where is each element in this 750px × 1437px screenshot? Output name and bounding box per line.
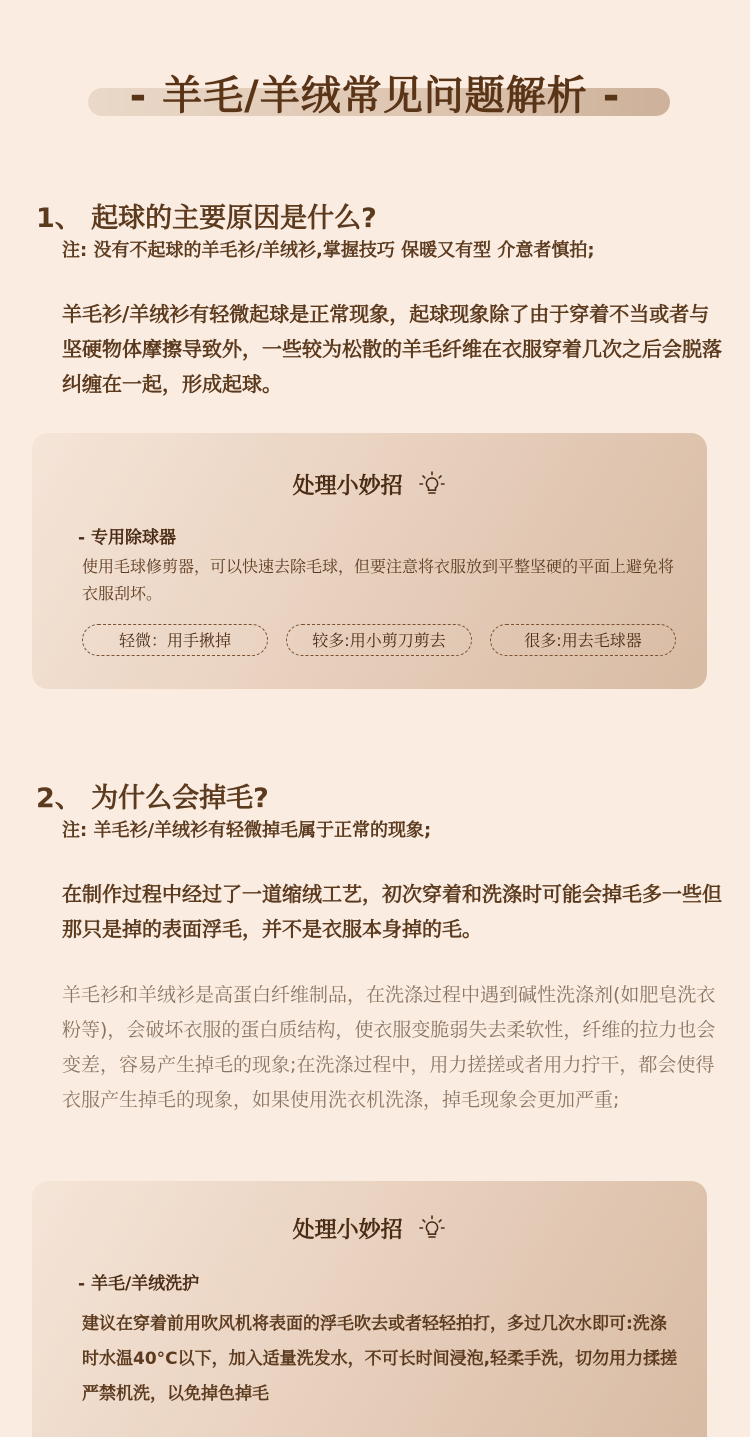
question-1-note: 注: 没有不起球的羊毛衫/羊绒衫,掌握技巧 保暖又有型 介意者慎拍; (62, 240, 595, 261)
question-2-paragraph-1: 在制作过程中经过了一道缩绒工艺，初次穿着和洗涤时可能会掉毛多一些但那只是掉的表面浮毛，并不是衣服本身掉的毛。 (62, 882, 722, 941)
lightbulb-icon (418, 470, 446, 504)
tip-card-1-title: 处理小妙招 (292, 474, 403, 499)
tip-card-1-text: 使用毛球修剪器，可以快速去除毛球，但要注意将衣服放到平整坚硬的平面上避免将衣服刮坏。 (82, 557, 675, 603)
question-2-note: 注: 羊毛衫/羊绒衫有轻微掉毛属于正常的现象; (62, 820, 432, 841)
tag-heavy: 很多:用去毛球器 (490, 624, 676, 656)
question-2-paragraph-2: 羊毛衫和羊绒衫是高蛋白纤维制品，在洗涤过程中遇到碱性洗涤剂(如肥皂洗衣粉等)，会破坏衣服的蛋白质结构，使衣服变脆弱失去柔软性，纤维的拉力也会变差，容易产生掉毛的现象;在洗涤过程中，用力搓搓或者用力拧干，都会使得衣服产生掉毛的现象，如果使用洗衣机洗涤，掉毛现象会更加严重; (62, 984, 716, 1111)
page-header (0, 58, 750, 122)
question-2-title: 2、 为什么会掉毛? (36, 783, 269, 814)
tip-card-1-subtitle: - 专用除球器 (78, 528, 176, 548)
tip-card-1 (32, 433, 707, 689)
question-1-title: 1、 起球的主要原因是什么? (36, 203, 377, 234)
tip-card-2 (32, 1181, 707, 1437)
tip-card-2-subtitle: - 羊毛/羊绒洗护 (78, 1274, 200, 1294)
tip-card-2-title: 处理小妙招 (292, 1218, 403, 1243)
tip-card-1-title-row (32, 469, 707, 504)
tag-light: 轻微：用手揪掉 (82, 624, 268, 656)
tip-card-2-title-row (32, 1213, 707, 1248)
page-title: - 羊毛/羊绒常见问题解析 - (129, 73, 621, 119)
tag-moderate: 较多:用小剪刀剪去 (286, 624, 472, 656)
question-1-paragraph: 羊毛衫/羊绒衫有轻微起球是正常现象，起球现象除了由于穿着不当或者与坚硬物体摩擦导致外，一些较为松散的羊毛纤维在衣服穿着几次之后会脱落纠缠在一起，形成起球。 (62, 302, 722, 396)
lightbulb-icon (418, 1214, 446, 1248)
tip-card-2-text: 建议在穿着前用吹风机将表面的浮毛吹去或者轻轻拍打，多过几次水即可:洗涤时水温40°C以下，加入适量洗发水，不可长时间浸泡,轻柔手洗，切勿用力揉搓严禁机洗，以免掉色掉毛 (82, 1314, 678, 1404)
